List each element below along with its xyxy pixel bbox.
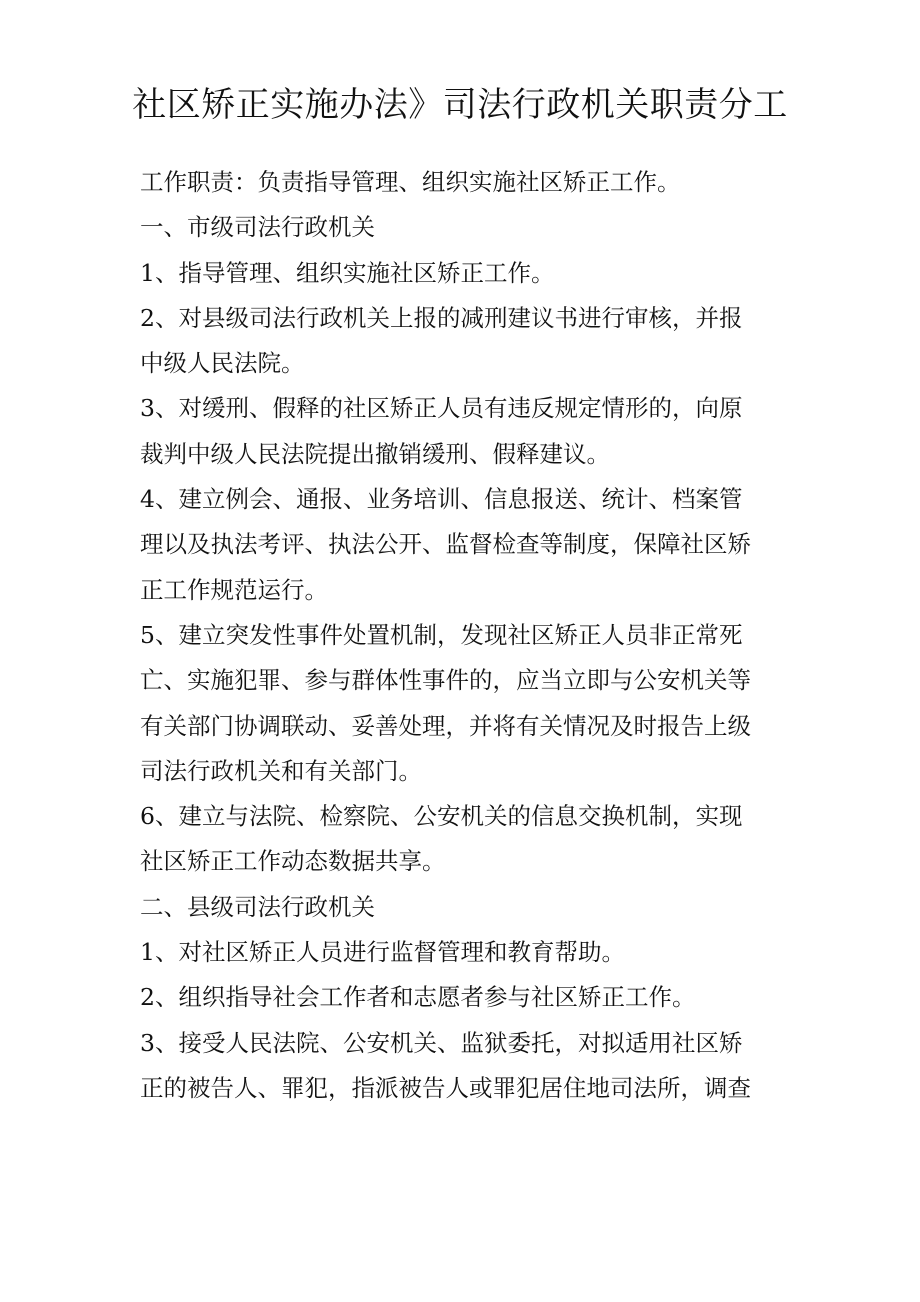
body-line: 社区矫正工作动态数据共享。 (140, 847, 446, 876)
section-heading-county: 二、县级司法行政机关 (140, 892, 375, 921)
body-line: 3、对缓刑、假释的社区矫正人员有违反规定情形的，向原 (140, 394, 743, 423)
body-line: 理以及执法考评、执法公开、监督检查等制度，保障社区矫 (140, 530, 751, 559)
body-line: 正工作规范运行。 (140, 575, 328, 604)
body-line: 5、建立突发性事件处置机制，发现社区矫正人员非正常死 (140, 620, 743, 649)
body-line: 2、对县级司法行政机关上报的减刑建议书进行审核，并报 (140, 303, 743, 332)
section-heading-city: 一、市级司法行政机关 (140, 213, 375, 242)
body-line: 正的被告人、罪犯，指派被告人或罪犯居住地司法所，调查 (140, 1073, 751, 1102)
body-line: 中级人民法院。 (140, 349, 305, 378)
document-body (140, 160, 790, 1111)
body-line: 裁判中级人民法院提出撤销缓刑、假释建议。 (140, 439, 610, 468)
body-line: 有关部门协调联动、妥善处理，并将有关情况及时报告上级 (140, 711, 751, 740)
body-line: 4、建立例会、通报、业务培训、信息报送、统计、档案管 (140, 485, 743, 514)
body-line: 3、接受人民法院、公安机关、监狱委托，对拟适用社区矫 (140, 1028, 743, 1057)
document-title: 社区矫正实施办法》司法行政机关职责分工 (132, 85, 788, 125)
body-line: 工作职责：负责指导管理、组织实施社区矫正工作。 (140, 168, 681, 196)
body-line: 1、对社区矫正人员进行监督管理和教育帮助。 (140, 938, 625, 967)
body-line: 司法行政机关和有关部门。 (140, 756, 422, 785)
body-line: 6、建立与法院、检察院、公安机关的信息交换机制，实现 (140, 802, 743, 831)
body-line: 亡、实施犯罪、参与群体性事件的，应当立即与公安机关等 (140, 666, 751, 695)
body-line: 2、组织指导社会工作者和志愿者参与社区矫正工作。 (140, 983, 696, 1012)
body-line: 1、指导管理、组织实施社区矫正工作。 (140, 258, 555, 287)
